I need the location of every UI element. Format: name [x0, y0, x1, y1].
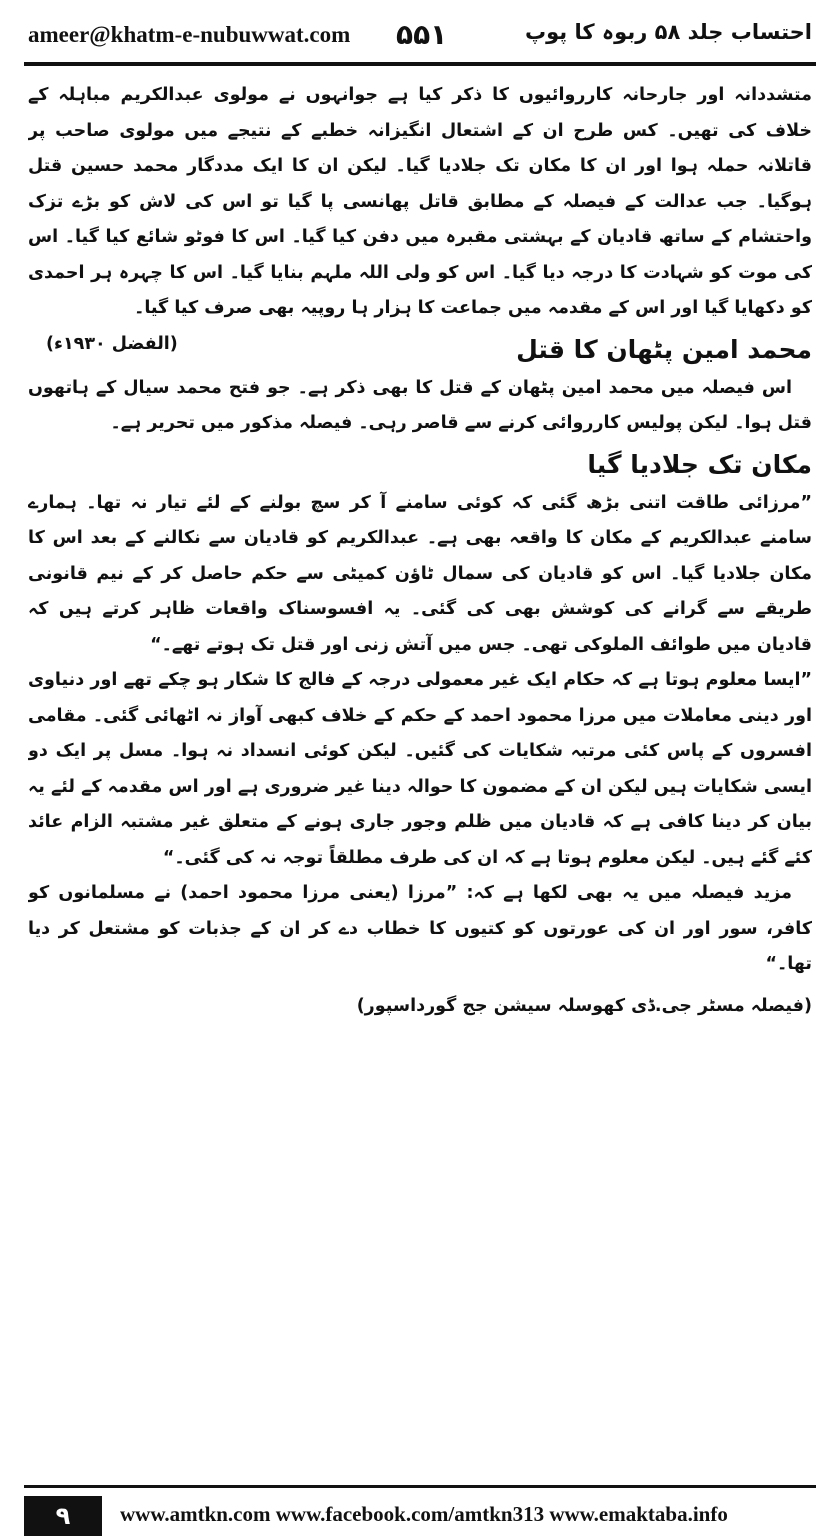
footer-rule	[24, 1485, 816, 1488]
citation-alfazl: (الفضل ۱۹۳۰ء)	[46, 333, 178, 354]
heading-house-burned: مکان تک جلادیا گیا	[587, 449, 812, 479]
header-email[interactable]: ameer@khatm-e-nubuwwat.com	[28, 22, 351, 47]
header-rule	[24, 62, 816, 66]
paragraph-3: مزید فیصلہ میں یہ بھی لکھا ہے کہ: ”مرزا (یعنی مرزا محمود احمد) نے مسلمانوں کو کافر، سور اور ان کی عورتوں کو کتیوں کا خطاب دے کر ان کے جذبات کو مشتعل کر دیا تھا۔“	[28, 883, 812, 974]
footer-number-badge: ۹	[24, 1496, 102, 1536]
page-body	[28, 78, 812, 1478]
source-citation: (فیصلہ مسٹر جی.ڈی کھوسلہ سیشن جج گورداسپور)	[356, 995, 812, 1016]
header-running-title: احتساب جلد ۵۸ ربوہ کا پوپ	[524, 20, 812, 44]
footer-urls[interactable]: www.amtkn.com www.facebook.com/amtkn313 www.emaktaba.info	[120, 1502, 728, 1526]
heading-amin-pathan: محمد امین پٹھان کا قتل	[516, 334, 812, 364]
paragraph-1-text: متشددانہ اور جارحانہ کارروائیوں کا ذکر کیا ہے جوانہوں نے مولوی عبدالکریم مباہلہ کے خلاف کی تھیں۔ کس طرح ان کے اشتعال انگیزانہ خطبے کے نتیجے میں مولوی صاحب پر قاتلانہ حملہ ہوا اور ان کا مکان تک جلادیا گیا۔ لیکن ان کا ایک مددگار محمد حسین قتل ہوگیا۔ جب عدالت کے فیصلہ کے مطابق قاتل پھانسی پا گیا تو اس کی لاش کو بڑے تزک واحتشام کے ساتھ قادیان کے بہشتی مقبرہ میں دفن کیا گیا۔ اس کا فوٹو شائع کیا گیا۔ اس کی موت کو شہادت کا درجہ دیا گیا۔ اس کو ولی اللہ ملہم بنایا گیا۔ اس کا چہرہ ہر احمدی کو دکھایا گیا اور اس کے مقدمہ میں جماعت کا ہزار ہا روپیہ بھی صرف کیا گیا۔	[28, 85, 812, 318]
paragraph-2: اس فیصلہ میں محمد امین پٹھان کے قتل کا بھی ذکر ہے۔ جو فتح محمد سیال کے ہاتھوں قتل ہوا۔ لیکن پولیس کارروائی کرنے سے قاصر رہی۔ فیصلہ مذکور میں تحریر ہے۔	[28, 377, 812, 433]
page-footer	[24, 1496, 816, 1536]
quote-2: ”ایسا معلوم ہوتا ہے کہ حکام ایک غیر معمولی درجہ کے فالج کا شکار ہو چکے تھے اور دنیاوی اور دینی معاملات میں مرزا محمود احمد کے حکم کے خلاف کبھی آواز نہ اٹھائی گئی۔ مقامی افسروں کے پاس کئی مرتبہ شکایات کی گئیں۔ لیکن کوئی انسداد نہ ہوا۔ مسل پر ایک دو ایسی شکایات ہیں لیکن ان کے مضمون کا حوالہ دینا غیر ضروری ہے اور اس مقدمہ کے لئے یہ بیان کر دینا کافی ہے کہ قادیان میں ظلم وجور جاری ہونے کے متعلق غیر مشتبہ الزام عائد کئے گئے ہیں۔ لیکن معلوم ہوتا ہے کہ ان کی طرف مطلقاً توجہ نہ کی گئی۔“	[28, 670, 812, 868]
quote-1: ”مرزائی طاقت اتنی بڑھ گئی کہ کوئی سامنے آ کر سچ بولنے کے لئے تیار نہ تھا۔ ہمارے سامنے عبدالکریم کے مکان کا واقعہ بھی ہے۔ عبدالکریم کو قادیان سے نکالنے کے بعد اس کا مکان جلادیا گیا۔ اس کو قادیان کی سمال ٹاؤن کمیٹی سے حکم حاصل کر کے نیم قانونی طریقے سے گرانے کی کوشش بھی کی گئی۔ یہ افسوسناک واقعات ظاہر کرتے ہیں کہ قادیان میں طوائف الملوکی تھی۔ جس میں آتش زنی اور قتل تک ہوتے تھے۔“	[28, 492, 812, 655]
page-header	[28, 18, 812, 58]
header-page-number: ۵۵۱	[396, 18, 448, 51]
